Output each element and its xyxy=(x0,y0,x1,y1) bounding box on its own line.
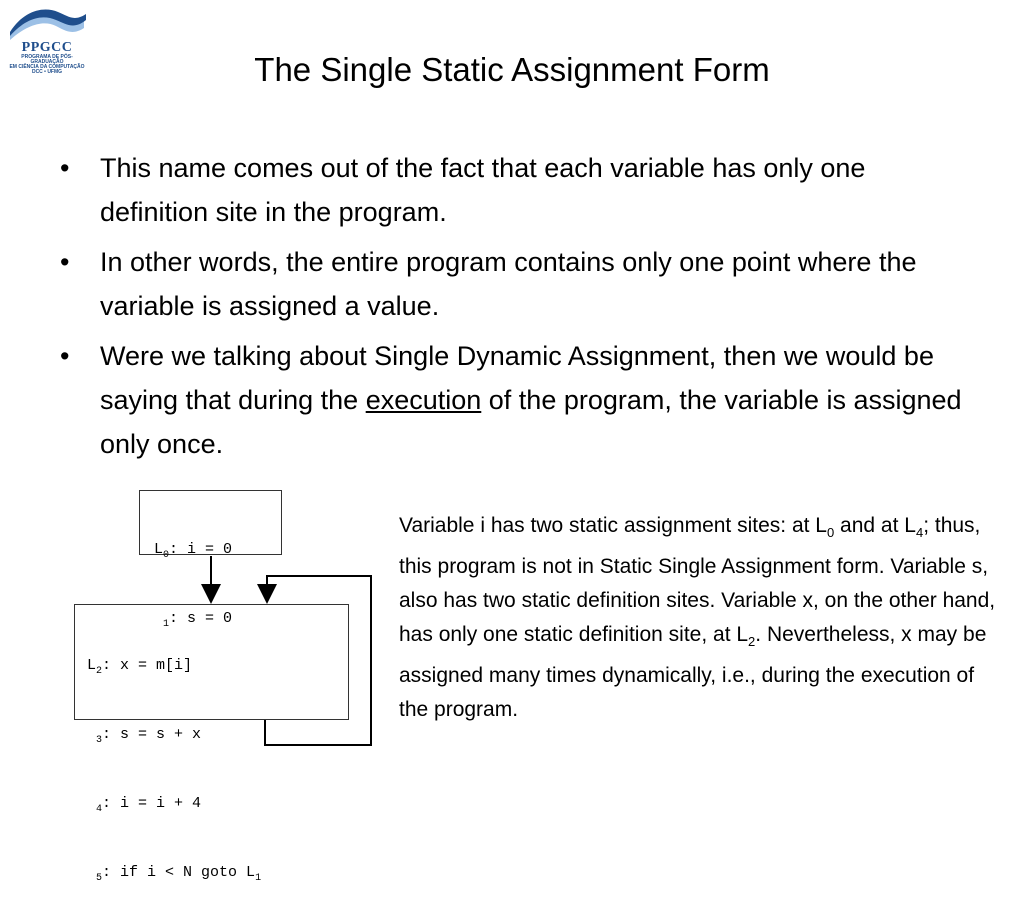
logo-wave-icon xyxy=(6,6,88,42)
code-block-loop xyxy=(74,604,349,884)
code-block-entry xyxy=(139,490,282,630)
bullet-item xyxy=(60,240,980,328)
slide-title: The Single Static Assignment Form xyxy=(254,51,770,88)
bullet-list xyxy=(60,146,980,472)
explanation-note: Variable i has two static assignment sites: at $L_0$ and at $L_4$; thus, this program is not in Static Single Assignment form. Variable s, also has two static definition sites. Variable x, on the other hand, has only one static definition site, at $L_2$. Nevertheless, x may be assigned many times dynamically, i.e., during the execution of the program. xyxy=(399,514,996,722)
underlined-word: execution xyxy=(365,385,482,415)
bullet-text: In other words, the entire program contains only one point where the variable is assigned a value. xyxy=(100,247,917,321)
code-line: $_3$: s = s + x xyxy=(96,726,202,746)
bullet-item xyxy=(60,334,980,466)
logo-subtitle: PROGRAMA DE PÓS-GRADUAÇÃO EM CIÊNCIA DA COMPUTAÇÃO DCC • UFMG xyxy=(9,54,85,75)
bullet-text: Were we talking about Single Dynamic Assignment, then we would be saying that during the execution of the program, the variable is assigned only once. xyxy=(100,341,962,459)
code-line: $L_0$: i = 0 xyxy=(154,541,233,561)
code-line: $_5$: if i < N goto $L_1$ xyxy=(96,864,262,884)
bullet-text: This name comes out of the fact that each variable has only one definition site in the program. xyxy=(100,153,866,227)
bullet-dot: • xyxy=(60,153,70,183)
code-line: $_1$: s = 0 xyxy=(163,610,233,630)
bullet-dot: • xyxy=(60,341,70,371)
logo-text: PPGCC xyxy=(21,40,73,55)
code-line: $L_2$: x = m[i] xyxy=(87,657,193,677)
code-line: $_4$: i = i + 4 xyxy=(96,795,202,815)
bullet-dot: • xyxy=(60,247,70,277)
bullet-item xyxy=(60,146,980,234)
